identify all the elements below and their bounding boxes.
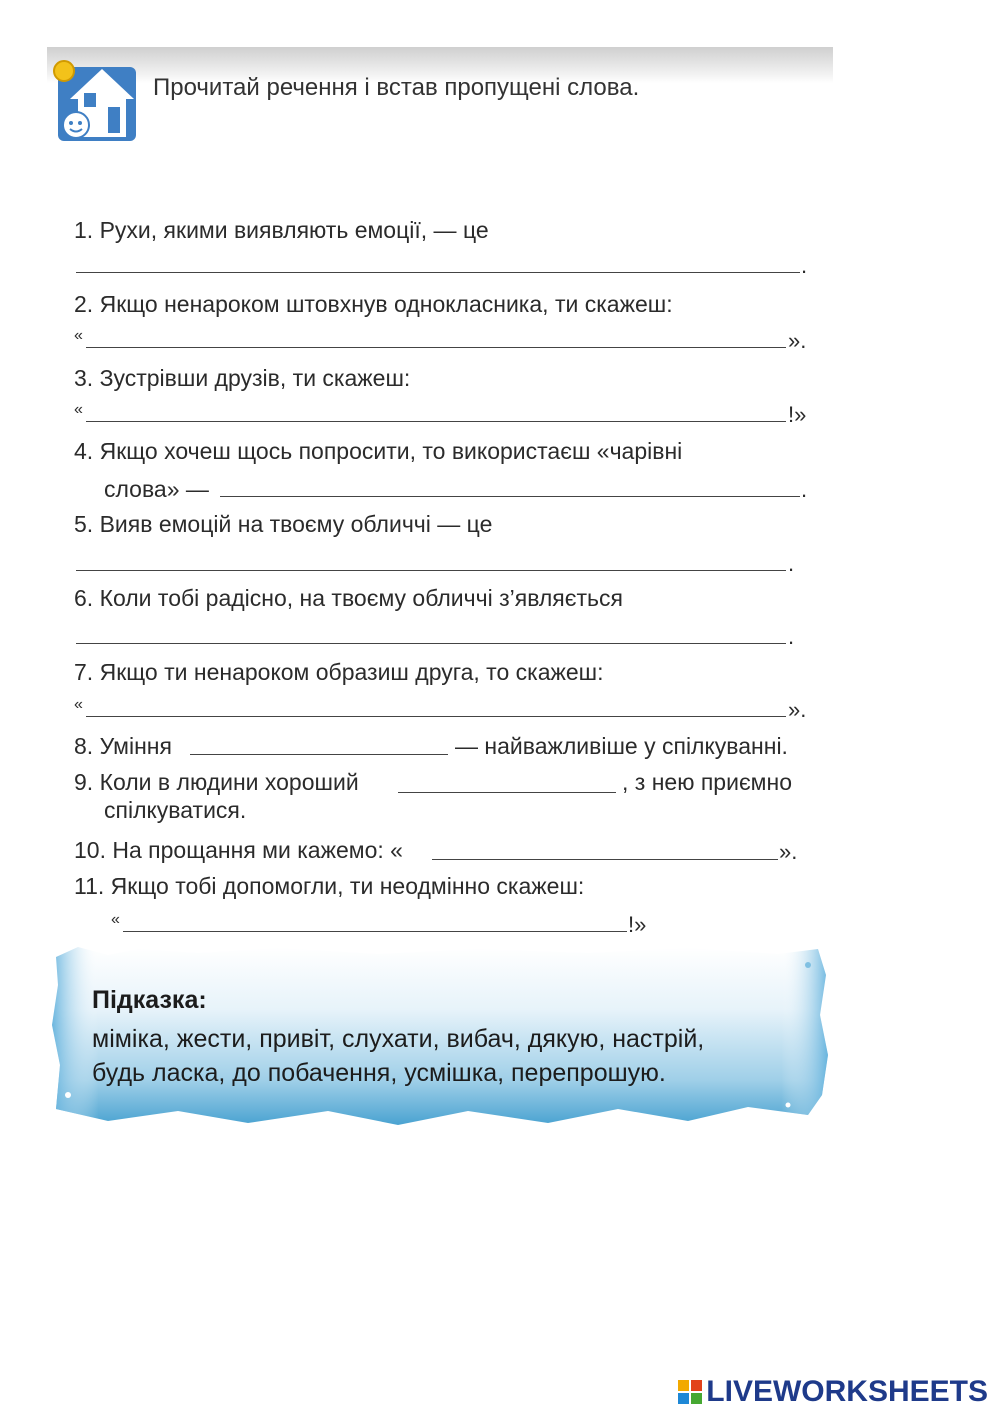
task-item bbox=[74, 837, 403, 864]
task-number: 10. bbox=[74, 837, 106, 863]
task-text: Рухи, якими виявляють емоції, — це bbox=[99, 217, 489, 243]
instruction-text: Прочитай речення і встав пропущені слова. bbox=[153, 74, 640, 101]
hint-title: Підказка: bbox=[92, 986, 207, 1014]
liveworksheets-brand bbox=[678, 1375, 988, 1409]
task-punctuation: « bbox=[74, 401, 83, 418]
task-punctuation: . bbox=[801, 477, 808, 502]
answer-blank-2[interactable] bbox=[86, 347, 786, 348]
task-item bbox=[74, 217, 489, 244]
task-text: Якщо ненароком штовхнув однокласника, ти скажеш: bbox=[99, 291, 673, 317]
task-punctuation: « bbox=[74, 327, 83, 344]
task-number: 8. bbox=[74, 733, 94, 759]
task-item bbox=[74, 291, 673, 318]
task-item bbox=[74, 438, 682, 465]
task-number: 9. bbox=[74, 769, 94, 795]
task-punctuation: ». bbox=[788, 328, 807, 353]
answer-blank-11[interactable] bbox=[123, 931, 627, 932]
answer-blank-4[interactable] bbox=[220, 496, 800, 497]
task-text: Коли тобі радісно, на твоєму обличчі з’являється bbox=[99, 585, 623, 611]
task-item-after bbox=[622, 769, 792, 796]
task-text: Коли в людини хороший bbox=[99, 769, 359, 795]
task-punctuation: « bbox=[74, 696, 83, 713]
task-item bbox=[74, 511, 492, 538]
task-text: Якщо тобі допомогли, ти неодмінно скажеш: bbox=[110, 873, 585, 899]
task-item bbox=[74, 873, 584, 900]
answer-blank-7[interactable] bbox=[86, 716, 786, 717]
answer-blank-8[interactable] bbox=[190, 754, 448, 755]
task-item-continuation bbox=[104, 797, 246, 824]
answer-blank-6[interactable] bbox=[76, 643, 786, 644]
liveworksheets-logo-icon bbox=[678, 1380, 702, 1404]
answer-blank-1[interactable] bbox=[76, 272, 800, 273]
task-number: 11. bbox=[74, 873, 105, 899]
task-punctuation: « bbox=[111, 911, 120, 928]
answer-blank-9[interactable] bbox=[398, 792, 616, 793]
task-number: 7. bbox=[74, 659, 94, 685]
task-text: , з нею приємно bbox=[622, 769, 792, 795]
task-text: спілкуватися. bbox=[104, 797, 247, 823]
task-text: — найважливіше у спілкуванні. bbox=[455, 733, 788, 759]
task-punctuation: ». bbox=[779, 839, 798, 864]
task-item-continuation bbox=[104, 476, 209, 503]
hint-words-line: будь ласка, до побачення, усмішка, перепрошую. bbox=[92, 1059, 666, 1087]
task-text: На прощання ми кажемо: « bbox=[112, 837, 403, 863]
task-text: Якщо хочеш щось попросити, то використаєш «чарівні bbox=[99, 438, 683, 464]
task-number: 5. bbox=[74, 511, 94, 537]
task-text: Вияв емоцій на твоєму обличчі — це bbox=[99, 511, 493, 537]
home-task-icon bbox=[44, 55, 139, 145]
task-item bbox=[74, 585, 623, 612]
answer-blank-3[interactable] bbox=[86, 421, 786, 422]
task-text: слова» — bbox=[104, 476, 209, 502]
task-punctuation: . bbox=[788, 624, 795, 649]
hint-word-bank bbox=[92, 1022, 792, 1090]
task-item bbox=[74, 365, 410, 392]
task-text: Зустрівши друзів, ти скажеш: bbox=[99, 365, 411, 391]
task-item bbox=[74, 733, 172, 760]
task-punctuation: !» bbox=[788, 402, 807, 427]
task-number: 4. bbox=[74, 438, 94, 464]
task-number: 2. bbox=[74, 291, 94, 317]
task-text: Уміння bbox=[99, 733, 172, 759]
hint-words-line: міміка, жести, привіт, слухати, вибач, дякую, настрій, bbox=[92, 1025, 705, 1053]
task-item bbox=[74, 769, 359, 796]
task-punctuation: . bbox=[801, 253, 808, 278]
task-punctuation: ». bbox=[788, 697, 807, 722]
task-number: 6. bbox=[74, 585, 94, 611]
answer-blank-10[interactable] bbox=[432, 859, 778, 860]
task-number: 1. bbox=[74, 217, 94, 243]
task-text: Якщо ти ненароком образиш друга, то скажеш: bbox=[99, 659, 604, 685]
task-item bbox=[74, 659, 604, 686]
task-number: 3. bbox=[74, 365, 94, 391]
answer-blank-5[interactable] bbox=[76, 570, 786, 571]
brand-name: LIVEWORKSHEETS bbox=[706, 1375, 988, 1408]
task-punctuation: !» bbox=[628, 912, 647, 937]
task-item-after bbox=[455, 733, 788, 760]
task-punctuation: . bbox=[788, 551, 795, 576]
